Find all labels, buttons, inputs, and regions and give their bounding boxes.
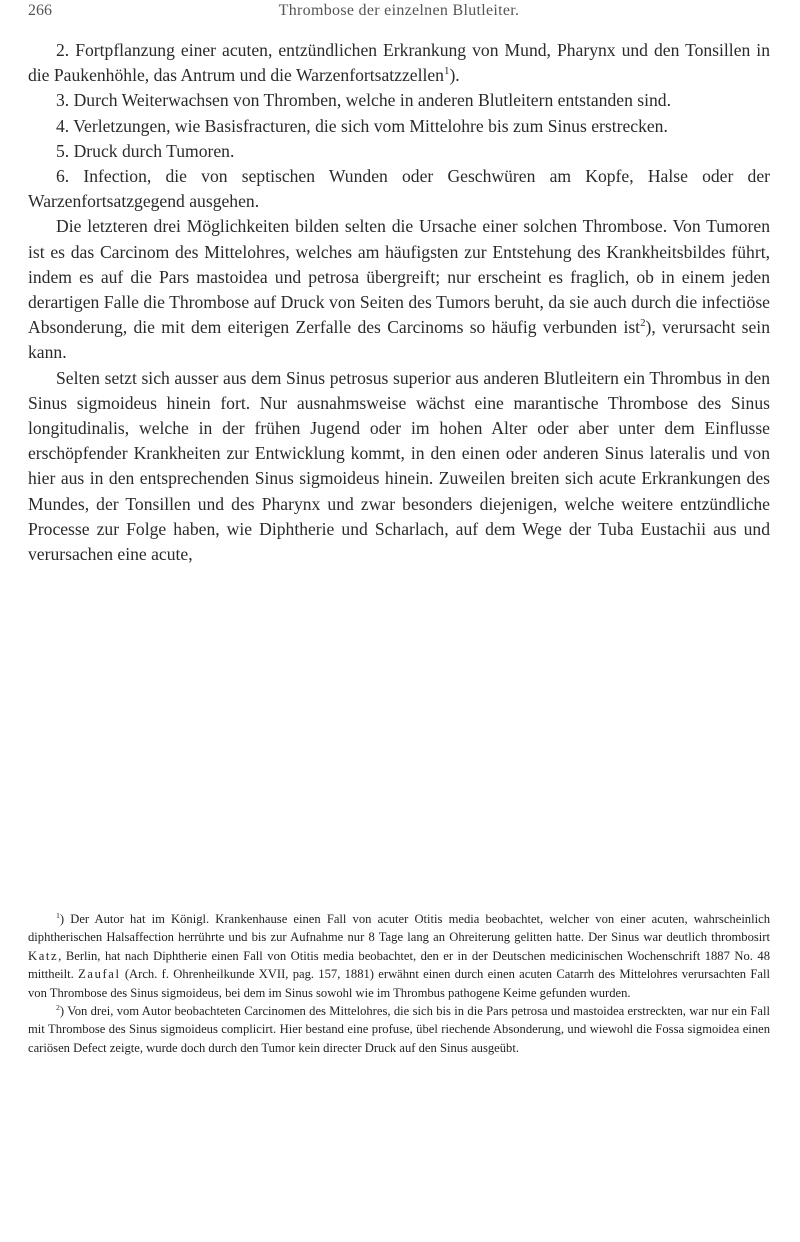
paragraph-text: Die letzteren drei Möglichkeiten bilden selten die Ursache einer solchen Thrombose. Von Tumoren ist es das Carcinom des Mittelohres, welches am häufigsten zur Entstehung des Krankheitsbildes führt, indem es auf die Pars mastoidea und petrosa übergreift; nur erscheint es fraglich, ob in einem jeden derartigen Falle die Thrombose auf Druck von Seiten des Tumors beruht, da sie auch durch die infectiöse Absonderung, die mit dem eiterigen Zerfalle des Carcinoms so häufig verbunden ist	[28, 216, 770, 338]
list-item-text-end: ).	[449, 65, 460, 86]
paragraph-text-end: ), verursacht sein kann.	[28, 317, 770, 363]
paragraph	[28, 214, 770, 365]
paragraph: Selten setzt sich ausser aus dem Sinus petrosus superior aus anderen Blutleitern ein Thrombus in den Sinus sigmoideus hinein fort. Nur ausnahmsweise wächst eine marantische Thrombose des Sinus longitudinalis, welche in der frühen Jugend oder im hohen Alter oder aber unter dem Einflusse erschöpfender Krankheiten zur Entwicklung kommt, in den einen oder anderen Sinus lateralis und von hier aus in den entsprechenden Sinus sigmoideus hinein. Zuweilen breiten sich acute Erkrankungen des Mundes, der Tonsillen und des Pharynx und zwar besonders diejenigen, welche weitere entzündliche Processe zur Folge haben, wie Diphtherie und Scharlach, auf dem Wege der Tuba Eustachii aus und verursachen eine acute,	[28, 367, 770, 565]
author-name: Katz	[28, 948, 59, 963]
author-name: Zaufal	[78, 967, 121, 982]
main-text	[28, 38, 770, 567]
footnote-text: ) Der Autor hat im Königl. Krankenhause einen Fall von acuter Otitis media beobachtet, welcher von einer acuten, wahrscheinlich diphtherischen Halsaffection herrührte und bis zur Aufnahme nur 8 Tage lang an Ohreiterung gelitten hatte. Der Sinus war deutlich thrombosirt	[28, 912, 770, 945]
list-item-text: 2. Fortpflanzung einer acuten, entzündlichen Erkrankung von Mund, Pharynx und den Tonsillen in die Paukenhöhle, das Antrum und die Warzenfortsatzzellen	[28, 40, 770, 86]
running-head: Thrombose der einzelnen Blutleiter.	[278, 2, 520, 19]
footnote-marker: 1	[56, 910, 60, 920]
footnote-text: (Arch. f. Ohrenheilkunde XVII, pag. 157, 1881) erwähnt einen durch einen acuten Catarrh des Mittelohres verursachten Fall von Thrombose des Sinus sigmoideus, bei dem im Sinus sowohl wie im Thrombus pathogene Keime gefunden wurden.	[28, 967, 770, 1000]
footnote-marker: 2	[56, 1002, 60, 1012]
footnote-2	[28, 1002, 770, 1057]
list-item: 6. Infection, die von septischen Wunden oder Geschwüren am Kopfe, Halse oder der Warzenfortsatzgegend ausgehen.	[28, 166, 770, 212]
list-item	[28, 38, 770, 88]
footnote-text: ) Von drei, vom Autor beobachteten Carcinomen des Mittelohres, die sich bis in die Pars petrosa und mastoidea erstreckten, war nur ein Fall mit Thrombose des Sinus sigmoideus complicirt. Hier bestand eine profuse, übel riechende Absonderung, und wiewohl die Fossa sigmoidea einen cariösen Defect zeigte, wurde doch durch den Tumor kein directer Druck auf den Sinus ausgeübt.	[28, 1004, 770, 1055]
list-item: 3. Durch Weiterwachsen von Thromben, welche in anderen Blutleitern entstanden sind.	[56, 90, 671, 111]
footnote-ref: 1	[443, 65, 450, 78]
footnotes	[28, 910, 770, 1057]
page-header	[28, 2, 770, 28]
list-item: 5. Druck durch Tumoren.	[56, 140, 235, 161]
list-item: 4. Verletzungen, wie Basisfracturen, die sich vom Mittelohre bis zum Sinus erstrecken.	[56, 115, 668, 136]
page-number: 266	[28, 2, 52, 19]
footnote-ref: 2	[640, 317, 646, 330]
footnote-1	[28, 910, 770, 1002]
footnote-text: , Berlin, hat nach Diphtherie einen Fall von Otitis media beobachtet, den er in der Deutschen medicinischen Wochenschrift 1887 No. 48 mittheilt.	[28, 948, 770, 982]
